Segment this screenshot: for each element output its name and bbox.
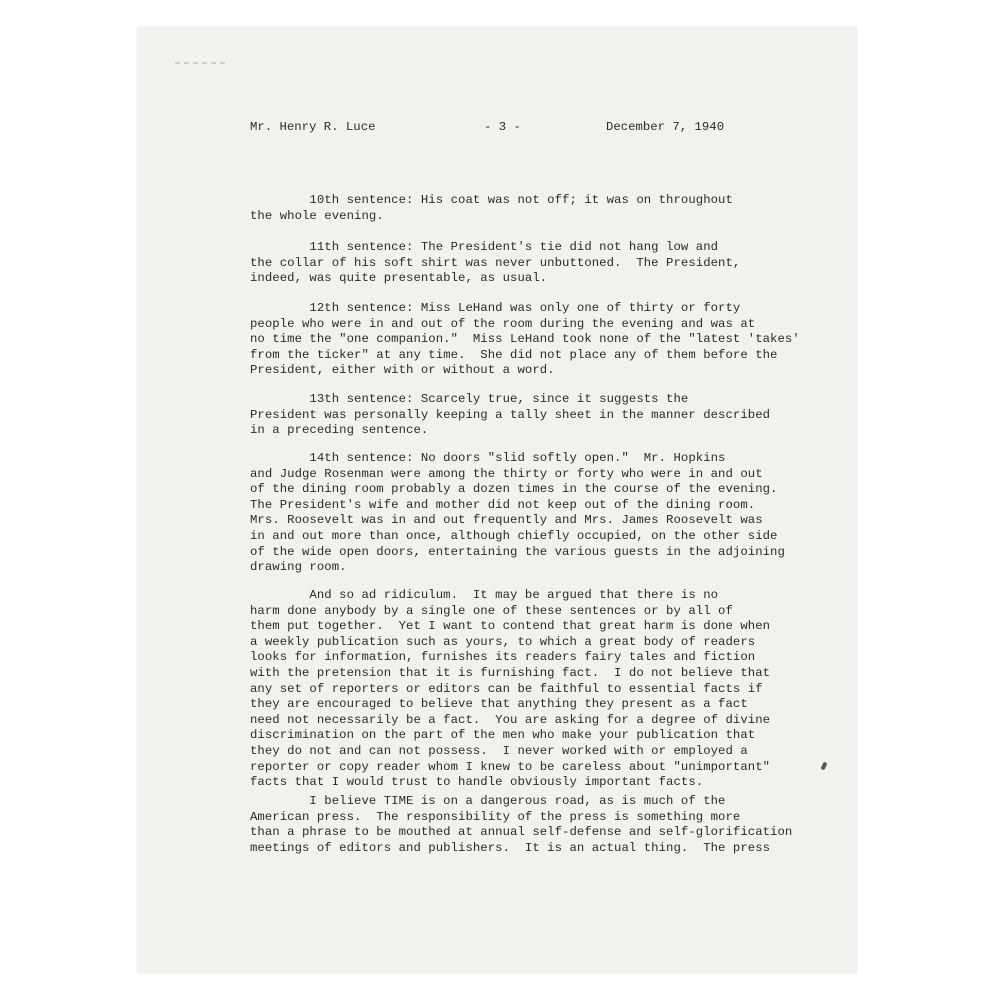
paragraph-10th-sentence: 10th sentence: His coat was not off; it was on throughout the whole evening. [250,193,733,223]
paragraph-12th-sentence: 12th sentence: Miss LeHand was only one of thirty or forty people who were in and out of the room during the evening and was at no time the "one companion." Miss LeHand took none of the "latest 'takes' from the ticker" at any time. She did not place any of them before the President, either with or without a word. [250,301,800,378]
paragraph-time-dangerous-road: I believe TIME is on a dangerous road, as is much of the American press. The responsibility of the press is something more than a phrase to be mouthed at annual self-defense and self-glorification meetings of editors and publishers. It is an actual thing. The press [250,794,793,855]
page-number: - 3 - [484,120,521,134]
letter-date: December 7, 1940 [606,120,725,134]
paragraph-13th-sentence: 13th sentence: Scarcely true, since it suggests the President was personally keeping a tally sheet in the manner described in a preceding sentence. [250,392,771,438]
paper-smudge [175,62,225,64]
paragraph-ad-ridiculum: And so ad ridiculum. It may be argued that there is no harm done anybody by a single one of these sentences or by all of them put together. Yet I want to contend that great harm is done when a weekly publication such as yours, to which a great body of readers looks for information, furnishes its readers fairy tales and fiction with the pretension that it is furnishing fact. I do not believe that any set of reporters or editors can be faithful to essential facts if they are encouraged to believe that anything they present as a fact need not necessarily be a fact. You are asking for a degree of divine discrimination on the part of the men who make your publication that they do not and can not possess. I never worked with or employed a reporter or copy reader whom I knew to be careless about "unimportant" facts that I would trust to handle obviously important facts. [250,588,771,790]
paragraph-11th-sentence: 11th sentence: The President's tie did not hang low and the collar of his soft shirt was never unbuttoned. The President, indeed, was quite presentable, as usual. [250,240,741,286]
paragraph-14th-sentence: 14th sentence: No doors "slid softly open." Mr. Hopkins and Judge Rosenman were among the thirty or forty who were in and out of the dining room probably a dozen times in the course of the evening. The President's wife and mother did not keep out of the dining room. Mrs. Roosevelt was in and out frequently and Mrs. James Roosevelt was in and out more than once, although chiefly occupied, on the other side of the wide open doors, entertaining the various guests in the adjoining drawing room. [250,451,785,575]
recipient-name: Mr. Henry R. Luce [250,120,376,134]
